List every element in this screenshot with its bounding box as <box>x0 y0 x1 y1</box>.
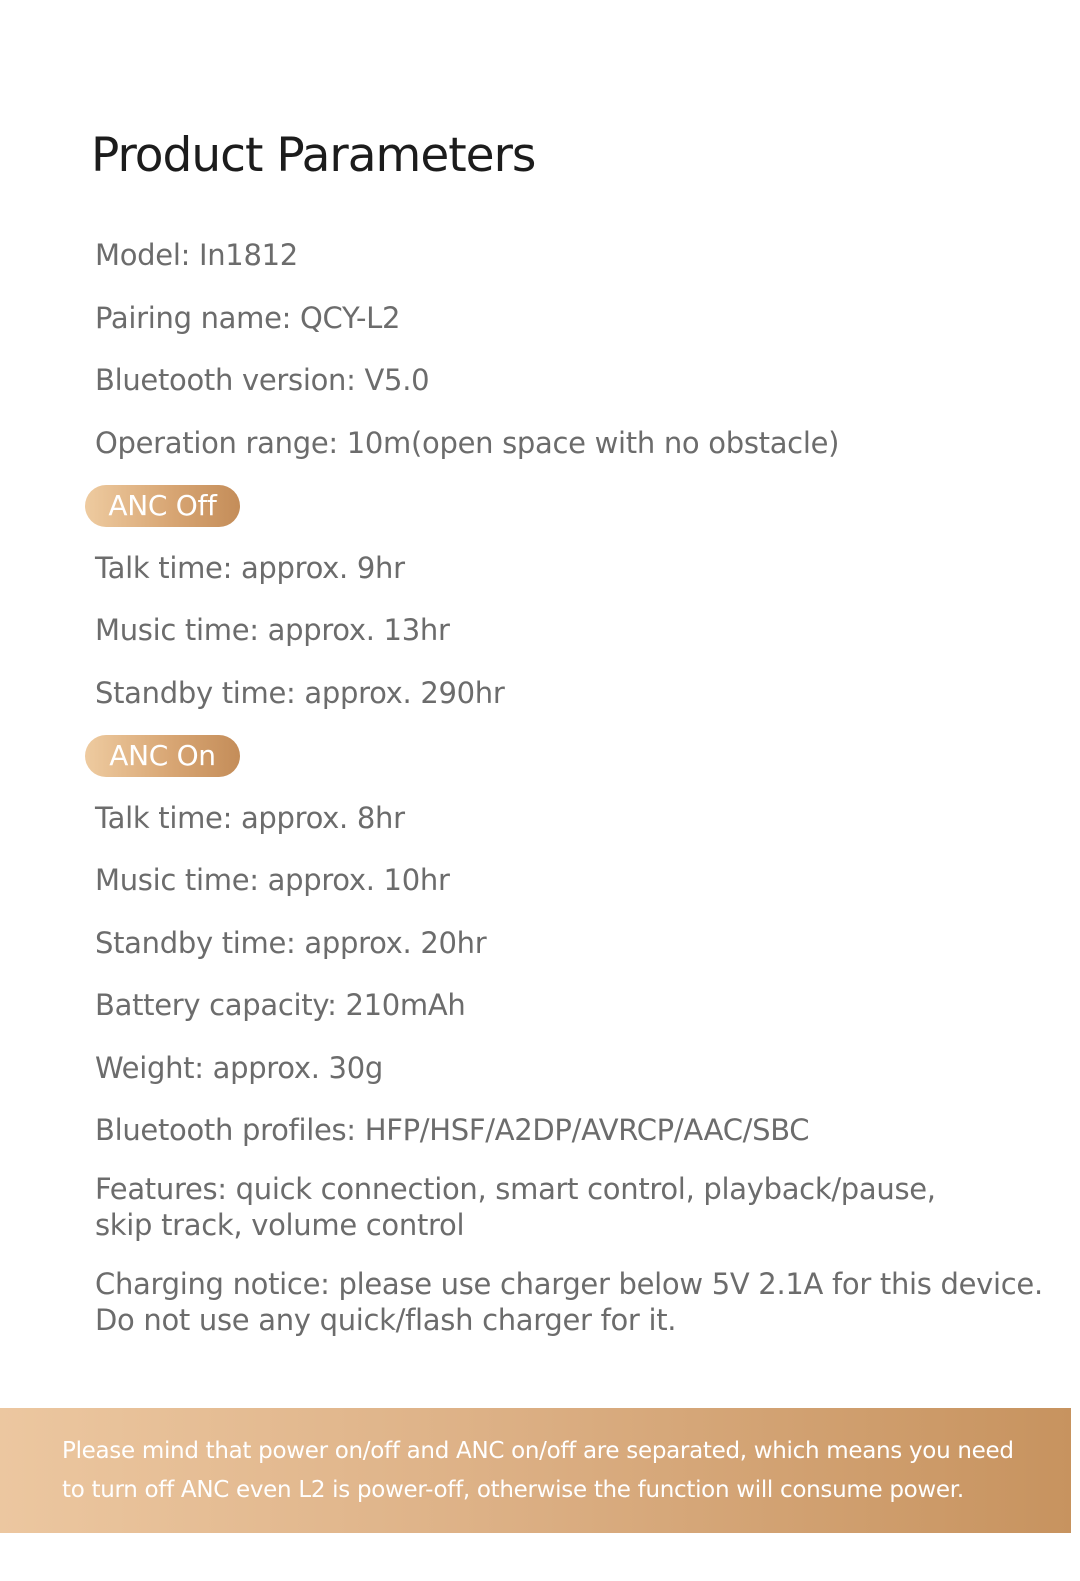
param-anc-off-music-time: Music time: approx. 13hr <box>95 613 450 647</box>
param-weight: Weight: approx. 30g <box>95 1051 383 1085</box>
param-bluetooth-profiles: Bluetooth profiles: HFP/HSF/A2DP/AVRCP/AAC/SBC <box>95 1113 810 1147</box>
notice-line2: to turn off ANC even L2 is power-off, otherwise the function will consume power. <box>62 1477 964 1503</box>
param-battery-capacity: Battery capacity: 210mAh <box>95 988 466 1022</box>
param-charging-line1: Charging notice: please use charger below 5V 2.1A for this device. <box>95 1267 1043 1301</box>
param-features-line1: Features: quick connection, smart control, playback/pause, <box>95 1172 936 1206</box>
param-features-line2: skip track, volume control <box>95 1208 465 1242</box>
notice-text <box>62 1432 1062 1510</box>
param-anc-off-talk-time: Talk time: approx. 9hr <box>95 551 405 585</box>
param-anc-on-music-time: Music time: approx. 10hr <box>95 863 450 897</box>
param-operation-range: Operation range: 10m(open space with no obstacle) <box>95 426 840 460</box>
anc-on-badge: ANC On <box>85 735 240 777</box>
param-bluetooth-version: Bluetooth version: V5.0 <box>95 363 430 397</box>
param-charging-line2: Do not use any quick/flash charger for it. <box>95 1303 677 1337</box>
anc-off-badge: ANC Off <box>85 485 240 527</box>
param-anc-on-standby-time: Standby time: approx. 20hr <box>95 926 487 960</box>
param-anc-off-standby-time: Standby time: approx. 290hr <box>95 676 505 710</box>
notice-banner <box>0 1408 1071 1533</box>
param-anc-on-talk-time: Talk time: approx. 8hr <box>95 801 405 835</box>
param-pairing-name: Pairing name: QCY-L2 <box>95 301 401 335</box>
page-title: Product Parameters <box>91 128 536 183</box>
notice-line1: Please mind that power on/off and ANC on/off are separated, which means you need <box>62 1438 1014 1464</box>
param-model: Model: In1812 <box>95 238 298 272</box>
